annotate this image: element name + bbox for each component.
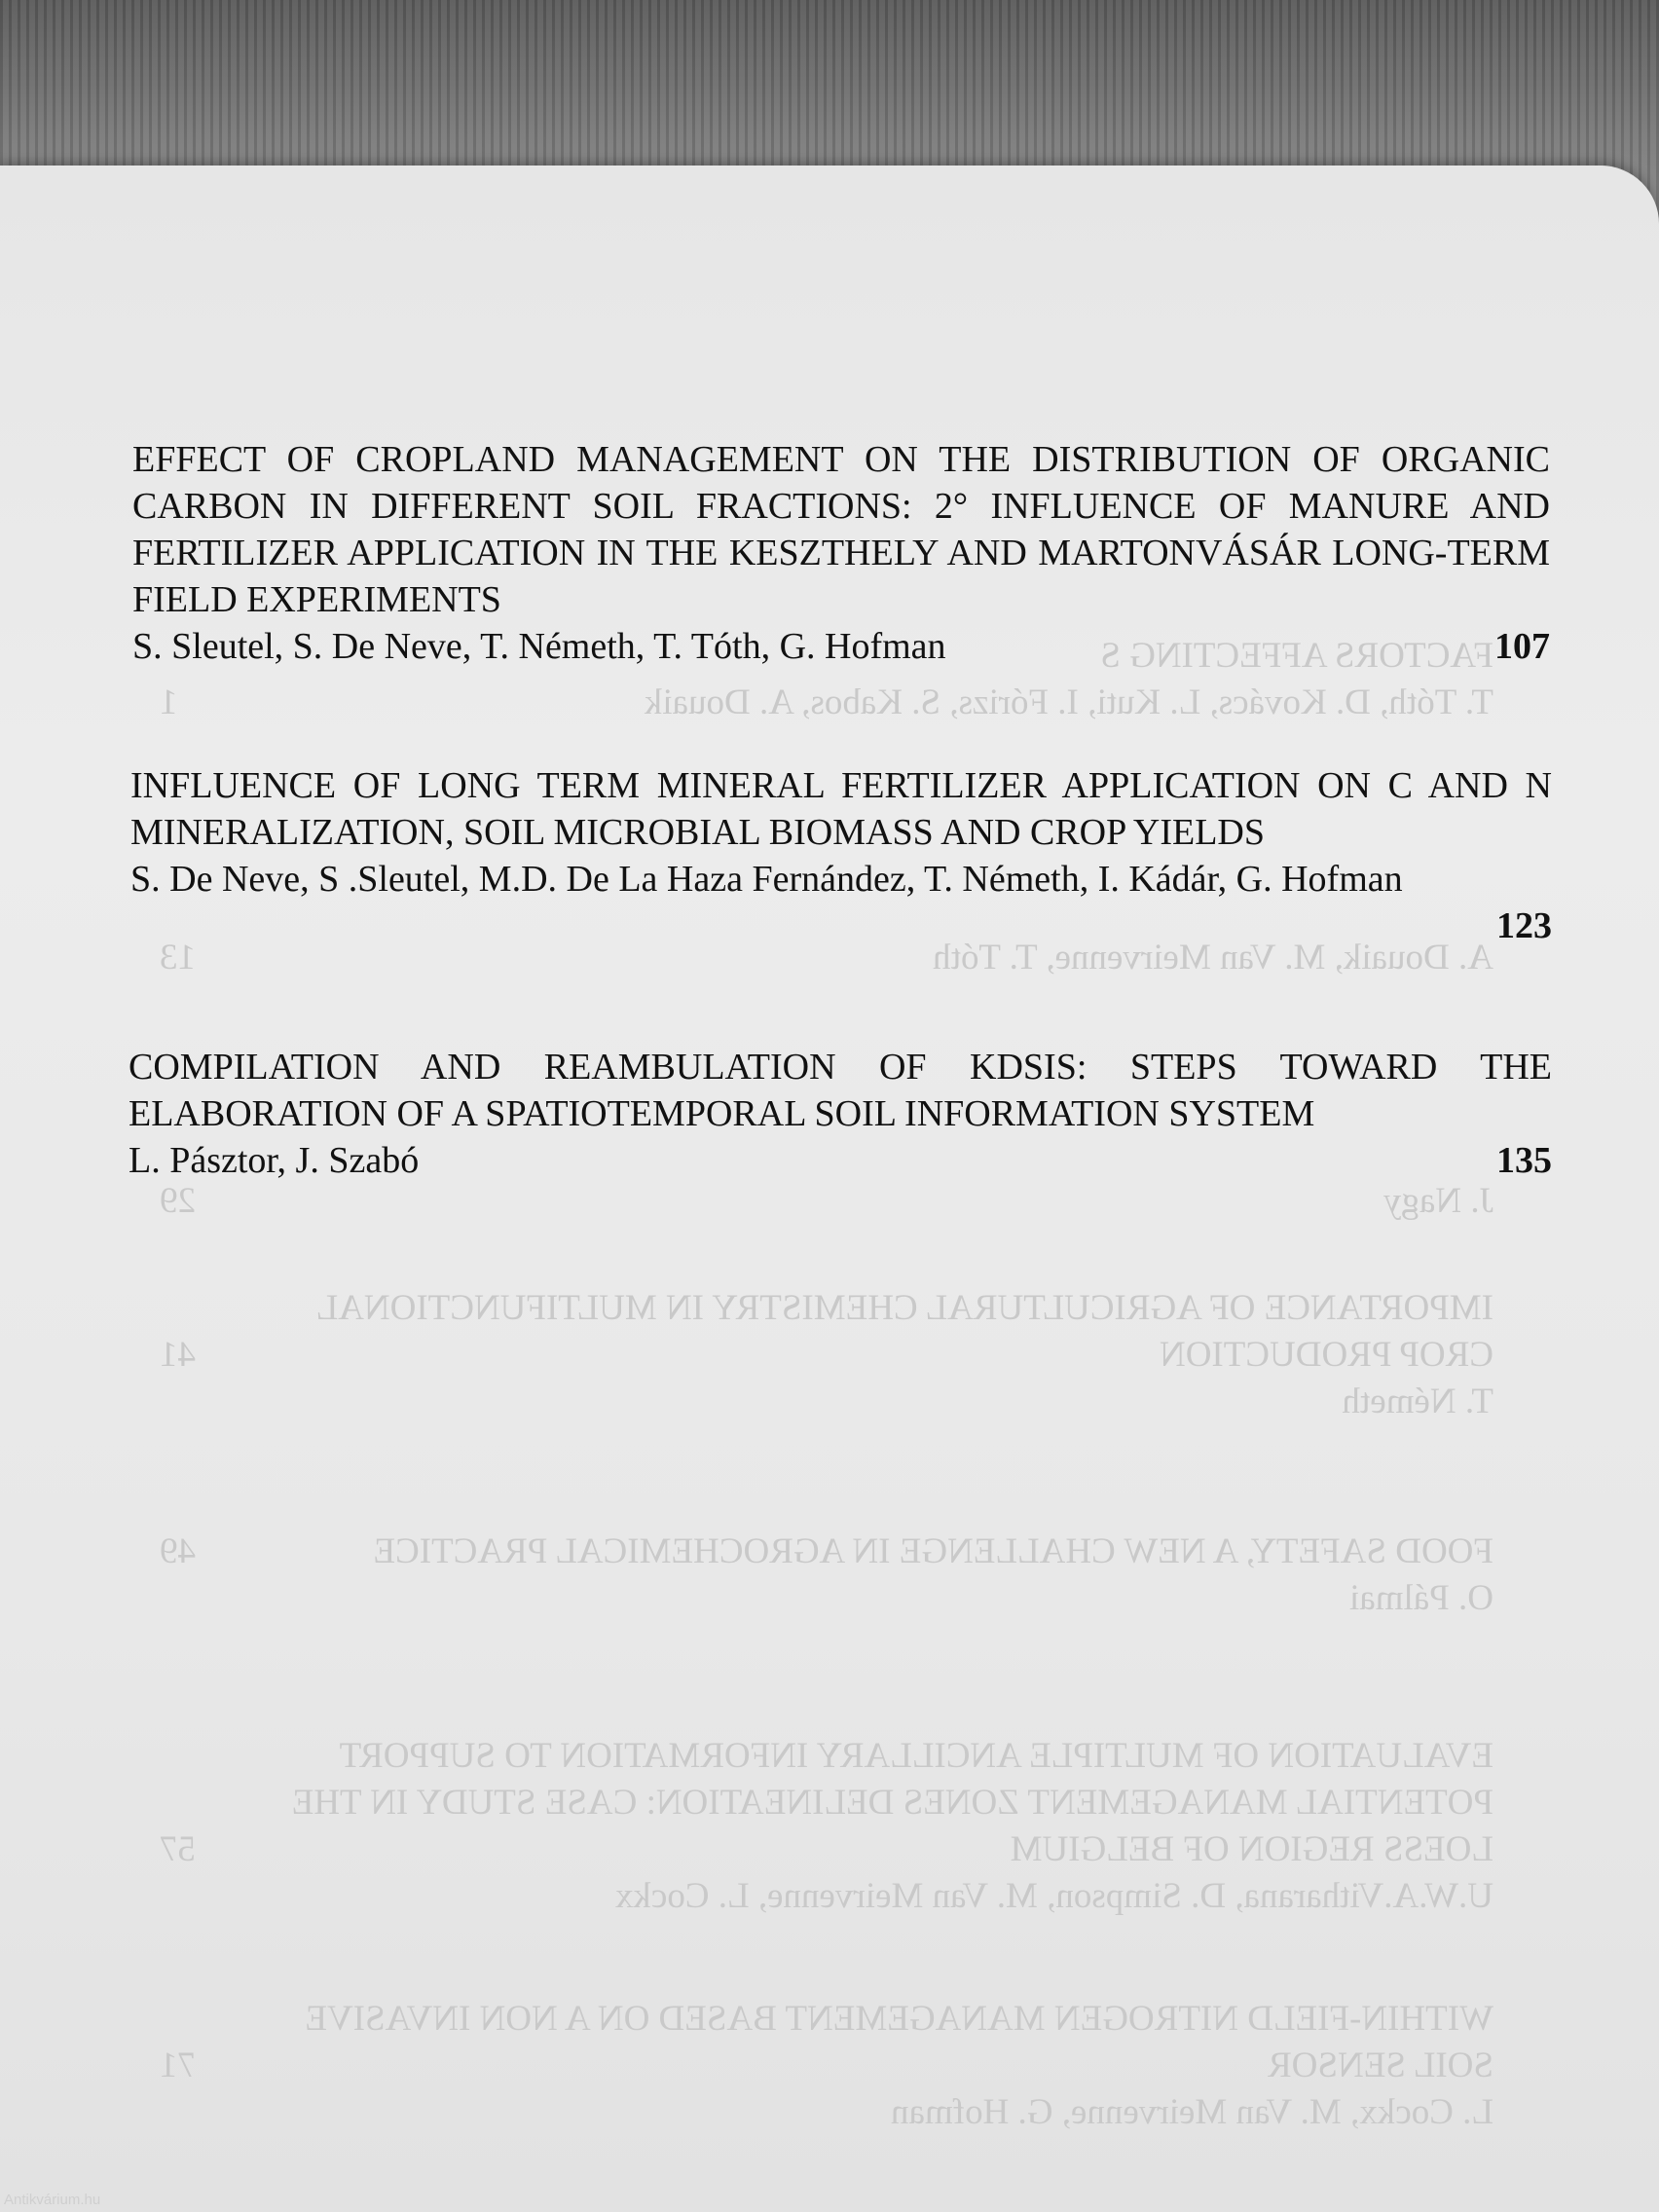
toc-entry-byline [129, 1137, 1552, 1184]
toc-entry [130, 762, 1552, 949]
toc-entry-page-number: 135 [1496, 1140, 1552, 1181]
watermark-text: Antikvárium.hu [4, 2192, 101, 2208]
show-through-line: LOESS REGION OF BELGIUM [1010, 1829, 1493, 1869]
show-through-line: CROP PRODUCTION [1160, 1335, 1493, 1375]
toc-entry-page-number: 123 [1496, 905, 1552, 946]
show-through-page: 49 [160, 1531, 196, 1571]
show-through-line: IMPORTANCE OF AGRICULTURAL CHEMISTRY IN MULTIFUNCTIONAL [315, 1288, 1493, 1328]
show-through-page: 41 [160, 1335, 196, 1375]
show-through-entry [160, 1529, 1493, 1622]
toc-entry-byline [130, 856, 1552, 903]
show-through-line: POTENTIAL MANAGEMENT ZONES DELINEATION: CASE STUDY IN THE [291, 1783, 1493, 1823]
toc-entry-title: COMPILATION AND REAMBULATION OF KDSIS: STEPS TOWARD THE ELABORATION OF A SPATIOTEMPORAL SOIL INFORMATION SYSTEM [129, 1047, 1552, 1134]
show-through-authors: T. Tóth, D. Kovács, L. Kuti, I. Fórizs, S. Kabos, A. Douaik [644, 682, 1493, 722]
toc-entry-title: INFLUENCE OF LONG TERM MINERAL FERTILIZER APPLICATION ON C AND N MINERALIZATION, SOIL MICROBIAL BIOMASS AND CROP YIELDS [130, 765, 1552, 853]
show-through-page: 29 [160, 1181, 196, 1221]
show-through-entry [160, 1285, 1493, 1425]
show-through-line: FACTORS AFFECTING S [1100, 636, 1493, 676]
toc-entry [132, 436, 1550, 670]
show-through-authors: J. Nagy [1382, 1181, 1493, 1221]
show-through-entry [160, 1178, 1493, 1225]
show-through-line: EVALUATION OF MULTIPLE ANCILLARY INFORMATION TO SUPPORT [339, 1736, 1493, 1776]
toc-entry-authors: S. Sleutel, S. De Neve, T. Németh, T. Tóth, G. Hofman [132, 626, 946, 667]
show-through-authors: T. Németh [1342, 1382, 1493, 1421]
toc-entry-title: EFFECT OF CROPLAND MANAGEMENT ON THE DISTRIBUTION OF ORGANIC CARBON IN DIFFERENT SOIL FRACTIONS: 2° INFLUENCE OF MANURE AND FERTILIZER APPLICATION IN THE KESZTHELY AND MARTONVÁSÁR LONG-TERM FIELD EXPERIMENTS [132, 439, 1550, 620]
show-through-authors: O. Pálmai [1349, 1578, 1493, 1618]
document-page [0, 166, 1659, 2212]
toc-entry-byline [132, 623, 1550, 670]
show-through-authors: L. Cockx, M. Van Meirvenne, G. Hofman [891, 2092, 1493, 2132]
toc-entry-authors: S. De Neve, S .Sleutel, M.D. De La Haza Fernández, T. Németh, I. Kádár, G. Hofman [130, 859, 1403, 900]
show-through-page: 13 [160, 938, 196, 977]
show-through-authors: A. Douaik, M. Van Meirvenne, T. Tóth [933, 938, 1493, 977]
show-through-authors: U.W.A.Vitharana, D. Simpson, M. Van Meirvenne, L. Cockx [614, 1876, 1493, 1916]
show-through-page: 57 [160, 1829, 196, 1869]
show-through-entry [160, 1733, 1493, 1920]
show-through-line: SOIL SENSOR [1268, 2046, 1493, 2085]
show-through-line: FOOD SAFETY, A NEW CHALLENGE IN AGROCHEMICAL PRACTICE [373, 1531, 1493, 1571]
show-through-page: 1 [160, 682, 178, 722]
show-through-page: 71 [160, 2046, 196, 2085]
toc-entry-authors: L. Pásztor, J. Szabó [129, 1140, 420, 1181]
toc-entry [129, 1044, 1552, 1184]
show-through-line: WITHIN-FIELD NITROGEN MANAGEMENT BASED ON A NON INVASIVE [305, 1999, 1493, 2039]
toc-entry-page-number: 107 [1494, 626, 1550, 667]
show-through-entry [160, 1996, 1493, 2136]
